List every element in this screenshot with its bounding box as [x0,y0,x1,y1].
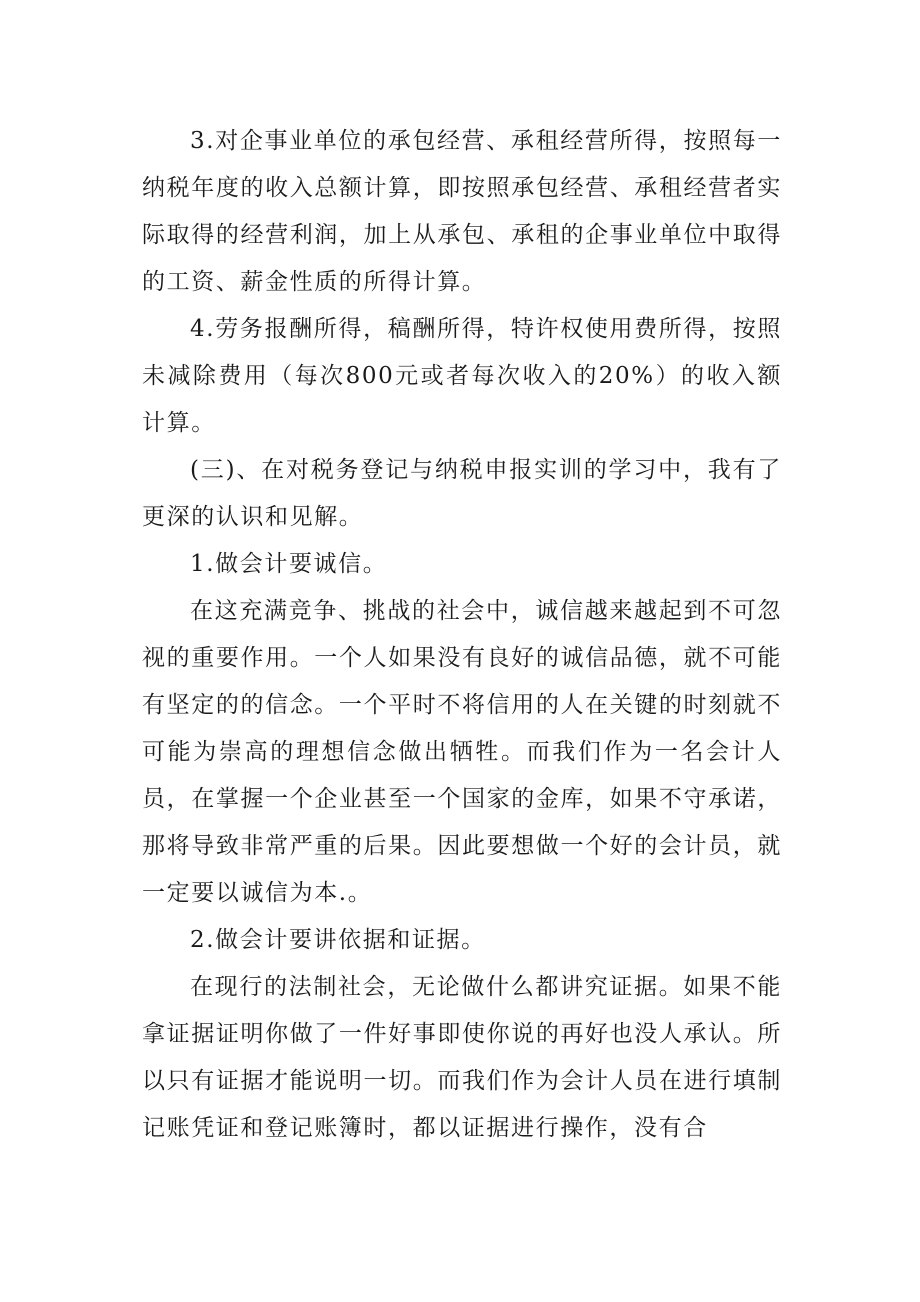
paragraph-evidence: 在现行的法制社会，无论做什么都讲究证据。如果不能拿证据证明你做了一件好事即使你说的再好也没人承认。所以只有证据才能说明一切。而我们作为会计人员在进行填制记账凭证和登记账簿时，都以证据进行操作，没有合 [142,974,782,1141]
document-body [142,118,782,1152]
paragraph-integrity: 在这充满竞争、挑战的社会中，诚信越来越起到不可忽视的重要作用。一个人如果没有良好的诚信品德，就不可能有坚定的的信念。一个平时不将信用的人在关键的时刻就不可能为崇高的理想信念做出牺牲。而我们作为一名会计人员，在掌握一个企业甚至一个国家的金库，如果不守承诺，那将导致非常严重的后果。因此要想做一个好的会计员，就一定要以诚信为本.。 [142,598,782,906]
paragraph-heading-evidence: 2.做会计要讲依据和证据。 [190,927,486,953]
paragraph-section-three: (三)、在对税务登记与纳税申报实训的学习中，我有了更深的认识和见解。 [142,457,782,530]
paragraph-contract-income: 3.对企事业单位的承包经营、承租经营所得，按照每一纳税年度的收入总额计算，即按照承包经营、承租经营者实际取得的经营利润，加上从承包、承租的企事业单位中取得的工资、薪金性质的所得计算。 [142,128,782,295]
paragraph-labor-income: 4.劳务报酬所得，稿酬所得，特许权使用费所得，按照未减除费用（每次800元或者每次收入的20%）的收入额计算。 [142,316,782,436]
paragraph-heading-integrity: 1.做会计要诚信。 [190,551,388,577]
